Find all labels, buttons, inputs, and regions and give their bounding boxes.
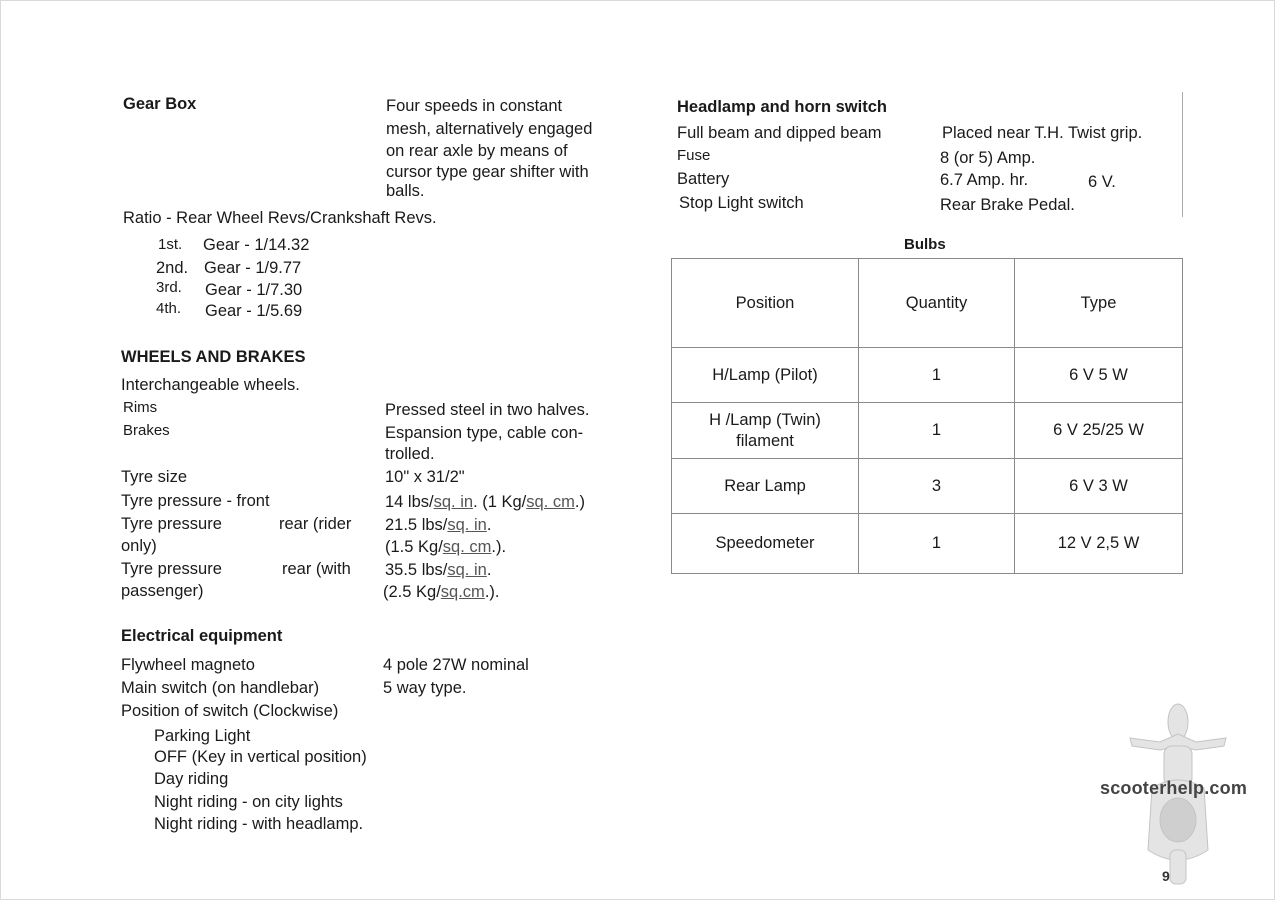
gearbox-desc-line: balls. (386, 182, 425, 200)
column-header: Quantity (859, 259, 1015, 348)
table-row (672, 348, 1183, 403)
rear-pressure-label: rear (rider (279, 515, 352, 533)
rear-pressure-value: 21.5 lbs/sq. in. (385, 516, 492, 534)
ratio-value: Gear - 1/9.77 (204, 259, 302, 277)
table-row (672, 459, 1183, 514)
bulb-position: Rear Lamp (672, 459, 859, 514)
table-header-row (672, 259, 1183, 348)
ratio-ordinal: 1st. (158, 236, 183, 253)
divider (1182, 92, 1183, 217)
passenger-pressure-label: passenger) (121, 582, 204, 600)
tyre-size-value: 10" x 31/2" (385, 468, 465, 486)
ratio-value: Gear - 1/7.30 (205, 281, 303, 299)
passenger-pressure-label: Tyre pressure (121, 560, 222, 578)
bulbs-title: Bulbs (904, 236, 946, 253)
ratio-ordinal: 3rd. (156, 279, 182, 296)
tyre-size-label: Tyre size (121, 468, 188, 486)
headlamp-heading: Headlamp and horn switch (677, 98, 887, 116)
switch-position-label: Position of switch (Clockwise) (121, 702, 339, 720)
bulb-type: 12 V 2,5 W (1015, 514, 1183, 574)
gearbox-heading: Gear Box (123, 95, 197, 113)
ratio-value: Gear - 1/14.32 (203, 236, 310, 254)
bulb-position: H /Lamp (Twin) filament (672, 403, 859, 459)
bulb-quantity: 3 (859, 459, 1015, 514)
flywheel-value: 4 pole 27W nominal (383, 656, 529, 674)
switch-position-item: Night riding - on city lights (154, 793, 343, 811)
rear-pressure-value: (1.5 Kg/sq. cm.). (385, 538, 507, 556)
brakes-value: Espansion type, cable con- (385, 424, 584, 442)
electrical-heading: Electrical equipment (121, 627, 283, 645)
column-header: Type (1015, 259, 1183, 348)
bulb-position: Speedometer (672, 514, 859, 574)
bulb-type: 6 V 25/25 W (1015, 403, 1183, 459)
ratio-value: Gear - 1/5.69 (205, 302, 303, 320)
headlamp-row-label: Stop Light switch (679, 194, 804, 212)
ratio-ordinal: 4th. (156, 300, 182, 317)
front-pressure-label: Tyre pressure - front (121, 492, 270, 510)
gearbox-desc-line: mesh, alternatively engaged (386, 120, 593, 138)
flywheel-label: Flywheel magneto (121, 656, 255, 674)
brakes-value: trolled. (385, 445, 435, 463)
bulbs-table (671, 258, 1183, 574)
switch-position-item: Day riding (154, 770, 229, 788)
headlamp-row-label: Full beam and dipped beam (677, 124, 882, 142)
brakes-label: Brakes (123, 422, 170, 439)
passenger-pressure-value: 35.5 lbs/sq. in. (385, 561, 492, 579)
main-switch-label: Main switch (on handlebar) (121, 679, 320, 697)
interchangeable-wheels: Interchangeable wheels. (121, 376, 300, 394)
switch-position-item: Night riding - with headlamp. (154, 815, 364, 833)
ratio-label: Ratio - Rear Wheel Revs/Crankshaft Revs. (123, 209, 437, 227)
main-switch-value: 5 way type. (383, 679, 467, 697)
passenger-pressure-value: (2.5 Kg/sq.cm.). (383, 583, 500, 601)
headlamp-row-value: Rear Brake Pedal. (940, 196, 1075, 214)
gearbox-desc-line: Four speeds in constant (386, 97, 563, 115)
bulb-position: H/Lamp (Pilot) (672, 348, 859, 403)
rims-value: Pressed steel in two halves. (385, 401, 590, 419)
gearbox-desc-line: cursor type gear shifter with (386, 163, 589, 181)
bulb-type: 6 V 5 W (1015, 348, 1183, 403)
page-number: 9 (1162, 868, 1170, 884)
headlamp-row-label: Fuse (677, 147, 711, 164)
headlamp-row-label: Battery (677, 170, 730, 188)
bulb-quantity: 1 (859, 514, 1015, 574)
headlamp-row-value: 8 (or 5) Amp. (940, 149, 1036, 167)
gearbox-desc-line: on rear axle by means of (386, 142, 568, 160)
rear-pressure-label: only) (121, 537, 157, 555)
bulb-quantity: 1 (859, 348, 1015, 403)
battery-voltage: 6 V. (1088, 173, 1116, 191)
switch-position-item: Parking Light (154, 727, 251, 745)
rims-label: Rims (123, 399, 158, 416)
switch-position-item: OFF (Key in vertical position) (154, 748, 367, 766)
bulb-type: 6 V 3 W (1015, 459, 1183, 514)
passenger-pressure-label: rear (with (282, 560, 351, 578)
headlamp-row-value: 6.7 Amp. hr. (940, 171, 1029, 189)
wheels-heading: WHEELS AND BRAKES (121, 348, 306, 366)
site-logo: scooterhelp.com (1100, 778, 1248, 798)
table-row (672, 403, 1183, 459)
ratio-ordinal: 2nd. (156, 259, 189, 277)
table-row (672, 514, 1183, 574)
headlamp-row-value: Placed near T.H. Twist grip. (942, 124, 1143, 142)
column-header: Position (672, 259, 859, 348)
bulb-quantity: 1 (859, 403, 1015, 459)
front-pressure-value: 14 lbs/sq. in. (1 Kg/sq. cm.) (385, 493, 585, 511)
rear-pressure-label: Tyre pressure (121, 515, 222, 533)
